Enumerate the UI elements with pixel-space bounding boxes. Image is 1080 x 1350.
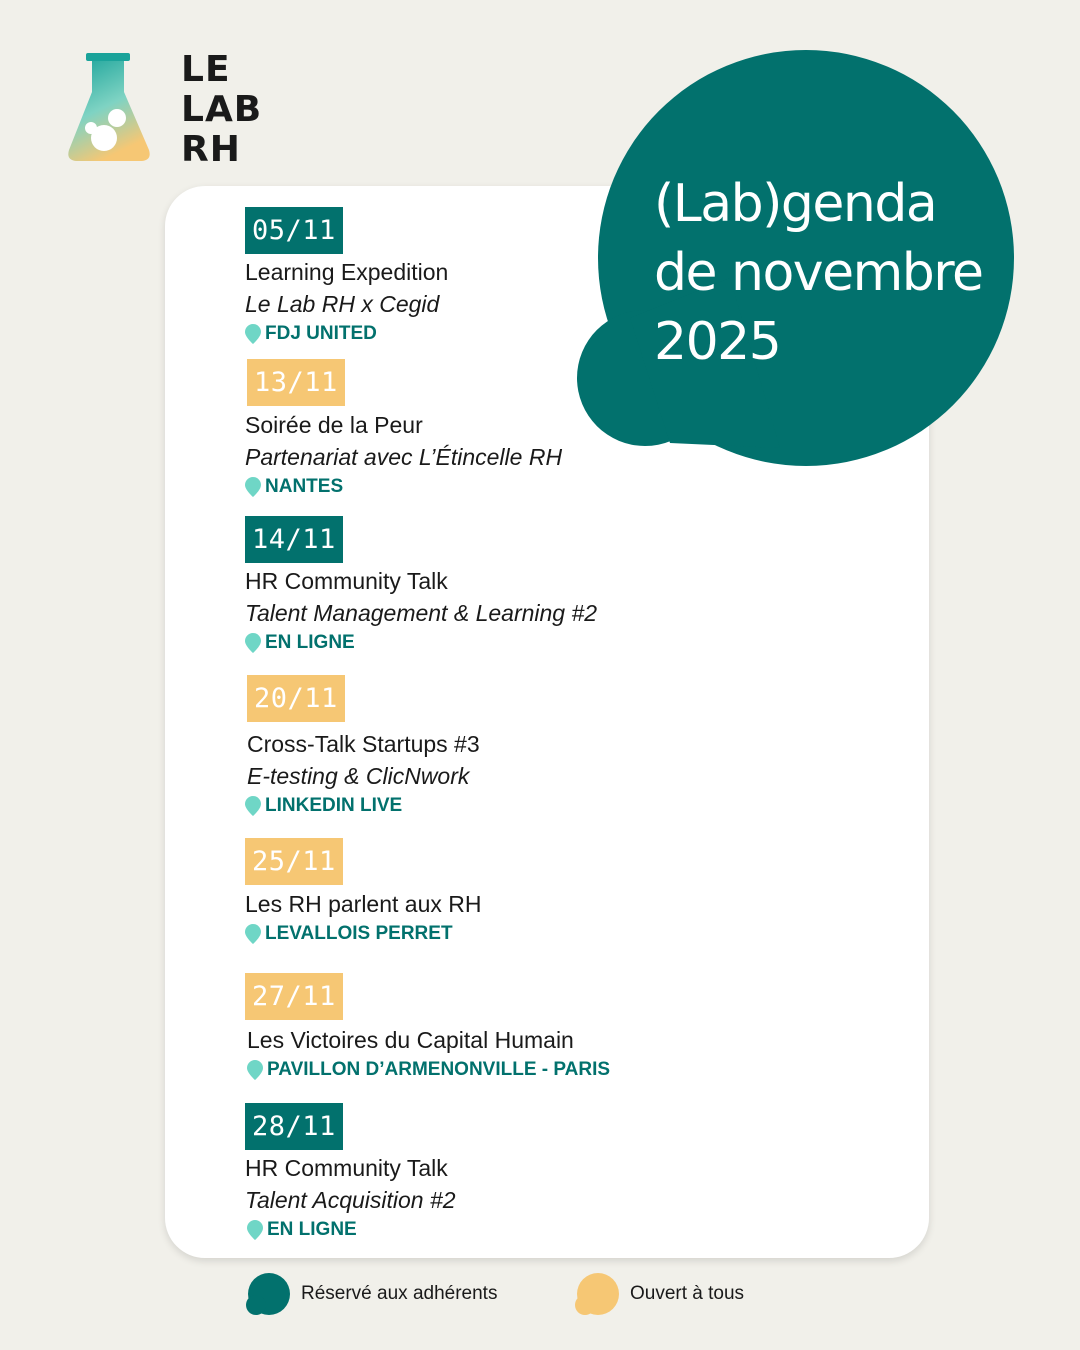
logo-line-3: RH bbox=[181, 129, 241, 170]
event-title: HR Community Talk bbox=[245, 1155, 448, 1181]
legend-open bbox=[574, 1272, 744, 1316]
title-line-3: 2025 bbox=[654, 312, 781, 372]
event-location bbox=[245, 320, 448, 348]
event-title: Les Victoires du Capital Humain bbox=[247, 1027, 574, 1053]
event-item[interactable] bbox=[245, 207, 448, 348]
event-date: 25/11 bbox=[245, 838, 343, 885]
event-subtitle: Partenariat avec L’Étincelle RH bbox=[245, 444, 563, 470]
event-location bbox=[245, 792, 480, 820]
event-location-label: LINKEDIN LIVE bbox=[265, 795, 403, 816]
legend-member bbox=[245, 1272, 497, 1316]
event-location-label: EN LIGNE bbox=[265, 632, 355, 653]
event-subtitle: E-testing & ClicNwork bbox=[247, 763, 470, 789]
event-location-label: NANTES bbox=[265, 476, 344, 497]
title-line-1: (Lab)genda bbox=[654, 174, 937, 234]
location-pin-icon bbox=[245, 924, 261, 944]
event-location-label: EN LIGNE bbox=[267, 1219, 357, 1240]
event-subtitle: Talent Management & Learning #2 bbox=[245, 600, 598, 626]
event-title: Les RH parlent aux RH bbox=[245, 891, 482, 917]
event-date: 05/11 bbox=[245, 207, 343, 254]
event-item[interactable] bbox=[247, 359, 562, 501]
event-title: Cross-Talk Startups #3 bbox=[247, 731, 480, 757]
location-pin-icon bbox=[245, 633, 261, 653]
location-pin-icon bbox=[245, 796, 261, 816]
event-item[interactable] bbox=[247, 675, 480, 820]
event-title: HR Community Talk bbox=[245, 568, 448, 594]
logo-line-1: LE bbox=[181, 49, 231, 90]
event-item[interactable] bbox=[245, 838, 482, 948]
event-date: 13/11 bbox=[247, 359, 345, 406]
logo-wordmark bbox=[181, 50, 262, 170]
logo-line-2: LAB bbox=[181, 89, 263, 130]
event-location-label: PAVILLON D’ARMENONVILLE - PARIS bbox=[267, 1059, 611, 1080]
flask-icon bbox=[66, 50, 156, 165]
event-date: 28/11 bbox=[245, 1103, 343, 1150]
speech-bubble-icon bbox=[574, 1272, 620, 1316]
event-location bbox=[245, 473, 562, 501]
page-title bbox=[654, 170, 982, 377]
legend-member-label: Réservé aux adhérents bbox=[301, 1283, 498, 1304]
location-pin-icon bbox=[245, 324, 261, 344]
event-subtitle: Talent Acquisition #2 bbox=[245, 1187, 456, 1213]
title-line-2: de novembre bbox=[654, 243, 983, 303]
logo bbox=[66, 50, 286, 170]
event-location bbox=[245, 920, 482, 948]
event-title: Soirée de la Peur bbox=[245, 412, 423, 438]
legend-open-label: Ouvert à tous bbox=[630, 1283, 745, 1304]
location-pin-icon bbox=[245, 477, 261, 497]
speech-bubble-icon bbox=[245, 1272, 291, 1316]
event-subtitle: Le Lab RH x Cegid bbox=[245, 291, 440, 317]
location-pin-icon bbox=[247, 1220, 263, 1240]
event-location-label: FDJ UNITED bbox=[265, 323, 377, 344]
event-title: Learning Expedition bbox=[245, 259, 449, 285]
event-item[interactable] bbox=[245, 516, 597, 657]
event-location bbox=[247, 1056, 610, 1084]
event-location-label: LEVALLOIS PERRET bbox=[265, 923, 453, 944]
event-location bbox=[247, 1216, 456, 1244]
location-pin-icon bbox=[247, 1060, 263, 1080]
event-date: 27/11 bbox=[245, 973, 343, 1020]
event-location bbox=[245, 629, 597, 657]
event-item[interactable] bbox=[245, 973, 610, 1084]
event-date: 20/11 bbox=[247, 675, 345, 722]
event-item[interactable] bbox=[245, 1103, 456, 1244]
event-date: 14/11 bbox=[245, 516, 343, 563]
